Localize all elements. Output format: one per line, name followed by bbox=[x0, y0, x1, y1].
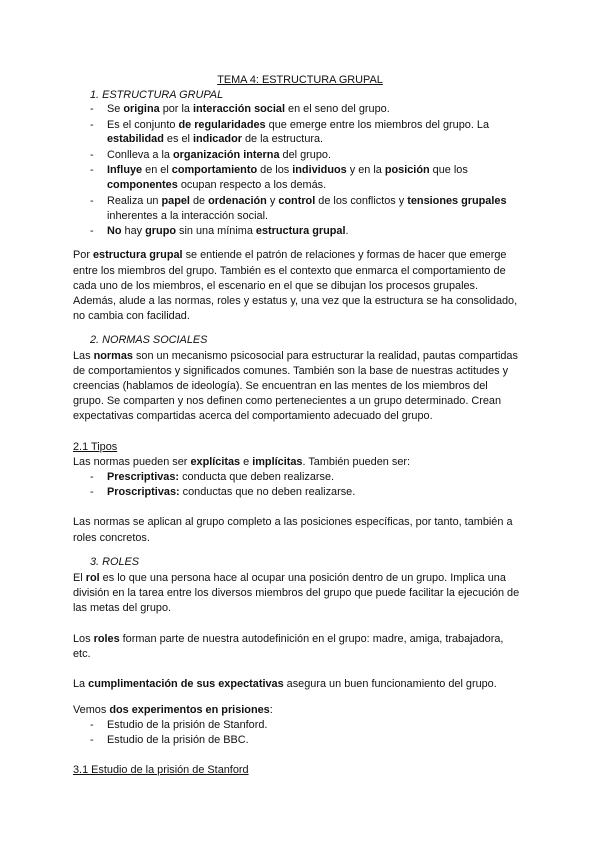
text: del grupo. bbox=[279, 149, 331, 161]
text: conductas que no deben realizarse. bbox=[179, 486, 356, 498]
bold-text: organización interna bbox=[173, 149, 280, 161]
bold-text: Influye bbox=[107, 164, 143, 176]
text: inherentes a la interacción social. bbox=[107, 210, 269, 222]
bullet-dash: - bbox=[90, 734, 94, 746]
text: sin una mínima bbox=[176, 225, 256, 237]
bold-text: normas bbox=[93, 350, 133, 362]
text: división en la tarea entre los diversos miembros del grupo que puede facilitar la ejecución de bbox=[73, 587, 520, 599]
paragraph-line bbox=[73, 531, 600, 546]
text: y en la bbox=[346, 164, 385, 176]
paragraph-line bbox=[73, 309, 600, 324]
bullet-text bbox=[107, 163, 468, 178]
bold-text: Prescriptivas: bbox=[107, 471, 180, 483]
text: Realiza un bbox=[107, 195, 162, 207]
text: de comportamientos y significados comunes. También son la base de nuestras actitudes y bbox=[73, 365, 509, 377]
text: Es el conjunto bbox=[107, 119, 179, 131]
bullet-text bbox=[107, 148, 331, 163]
bold-text: comportamiento bbox=[171, 164, 258, 176]
text: no cambia con facilidad. bbox=[73, 310, 190, 322]
text: Por bbox=[73, 249, 93, 261]
text: grupo. Se comparten y nos definen como pertenecientes a un grupo determinado. Crean bbox=[73, 395, 502, 407]
text: de la estructura. bbox=[241, 133, 324, 145]
text: asegura un buen funcionamiento del grupo. bbox=[283, 678, 497, 690]
text: Además, alude a las normas, roles y estatus y, una vez que la estructura se ha consolidado, bbox=[73, 295, 518, 307]
text: hay bbox=[121, 225, 146, 237]
bold-text: individuos bbox=[292, 164, 347, 176]
bold-text: roles bbox=[93, 633, 120, 645]
bold-text: Proscriptivas: bbox=[107, 486, 180, 498]
bullet-dash: - bbox=[90, 719, 94, 731]
text: de los conflictos y bbox=[315, 195, 408, 207]
section-heading: 2. NORMAS SOCIALES bbox=[90, 334, 208, 346]
bold-text: No bbox=[107, 225, 122, 237]
text: El bbox=[73, 572, 86, 584]
bullet-text bbox=[107, 178, 326, 193]
bold-text: de regularidades bbox=[178, 119, 266, 131]
section-heading: 3. ROLES bbox=[90, 556, 140, 568]
text: Conlleva a la bbox=[107, 149, 173, 161]
bold-text: estructura grupal bbox=[255, 225, 346, 237]
paragraph-line bbox=[73, 647, 600, 662]
paragraph-line bbox=[73, 264, 600, 279]
text: : bbox=[269, 704, 273, 716]
text: y bbox=[266, 195, 279, 207]
bold-text: grupo bbox=[145, 225, 177, 237]
bullet-dash: - bbox=[90, 471, 94, 483]
bold-text: ordenación bbox=[208, 195, 267, 207]
text: ocupan respecto a los demás. bbox=[177, 179, 327, 191]
text: etc. bbox=[73, 648, 91, 660]
text: cada uno de los miembros, el escenario en el que se dibujan los procesos grupales. bbox=[73, 280, 479, 292]
bold-text: estabilidad bbox=[107, 133, 164, 145]
bold-text: indicador bbox=[192, 133, 242, 145]
text: que los bbox=[429, 164, 468, 176]
subsection-heading: 3.1 Estudio de la prisión de Stanford bbox=[73, 764, 249, 776]
bold-text: cumplimentación de sus expectativas bbox=[88, 678, 284, 690]
paragraph-line bbox=[73, 515, 600, 530]
paragraph-line bbox=[73, 409, 600, 424]
bold-text: implícitas bbox=[252, 456, 303, 468]
text: Estudio de la prisión de BBC. bbox=[107, 734, 249, 746]
text: en el bbox=[142, 164, 172, 176]
bold-text: papel bbox=[161, 195, 190, 207]
text: las metas del grupo. bbox=[73, 602, 172, 614]
paragraph-line bbox=[73, 703, 600, 718]
paragraph-line bbox=[73, 294, 600, 309]
bold-text: explícitas bbox=[190, 456, 241, 468]
text: Se bbox=[107, 103, 124, 115]
text: Las normas pueden ser bbox=[73, 456, 191, 468]
bold-text: interacción social bbox=[192, 103, 285, 115]
text: creencias (hablamos de ideología). Se encuentran en las mentes de los miembros del bbox=[73, 380, 488, 392]
bold-text: tensiones grupales bbox=[407, 195, 507, 207]
bold-text: origina bbox=[123, 103, 160, 115]
text: que emerge entre los miembros del grupo. La bbox=[265, 119, 490, 131]
bullet-dash: - bbox=[90, 225, 94, 237]
bullet-dash: - bbox=[90, 149, 94, 161]
text: . bbox=[345, 225, 349, 237]
text: La bbox=[73, 678, 89, 690]
text: expectativas compartidas acerca del comportamiento adecuado del grupo. bbox=[73, 410, 433, 422]
text: conducta que deben realizarse. bbox=[179, 471, 335, 483]
subsection-heading: 2.1 Tipos bbox=[73, 441, 118, 453]
bullet-text bbox=[107, 209, 268, 224]
bullet-text bbox=[107, 194, 507, 209]
text: Las bbox=[73, 350, 94, 362]
text: por la bbox=[159, 103, 193, 115]
text: de los bbox=[257, 164, 293, 176]
bold-text: control bbox=[278, 195, 316, 207]
bullet-text bbox=[107, 733, 249, 748]
paragraph-line bbox=[73, 632, 600, 647]
paragraph-line bbox=[73, 349, 600, 364]
bold-text: dos experimentos en prisiones bbox=[109, 704, 270, 716]
bold-text: posición bbox=[384, 164, 430, 176]
text: es lo que una persona hace al ocupar una posición dentro de un grupo. Implica una bbox=[99, 572, 506, 584]
paragraph-line bbox=[73, 586, 600, 601]
text: son un mecanismo psicosocial para estructurar la realidad, pautas compartidas bbox=[132, 350, 518, 362]
bullet-text bbox=[107, 470, 334, 485]
text: Los bbox=[73, 633, 94, 645]
text: Estudio de la prisión de Stanford. bbox=[107, 719, 268, 731]
text: roles concretos. bbox=[73, 532, 150, 544]
paragraph-line bbox=[73, 364, 600, 379]
bullet-text bbox=[107, 718, 267, 733]
bullet-dash: - bbox=[90, 119, 94, 131]
text: Las normas se aplican al grupo completo a las posiciones específicas, por tanto, también a bbox=[73, 516, 513, 528]
paragraph-line bbox=[73, 571, 600, 586]
text: de bbox=[189, 195, 209, 207]
bullet-dash: - bbox=[90, 164, 94, 176]
text: Vemos bbox=[73, 704, 110, 716]
bullet-dash: - bbox=[90, 103, 94, 115]
bold-text: estructura grupal bbox=[92, 249, 183, 261]
text: e bbox=[240, 456, 253, 468]
text: forman parte de nuestra autodefinición en el grupo: madre, amiga, trabajadora, bbox=[119, 633, 504, 645]
bold-text: rol bbox=[85, 572, 100, 584]
page-title: TEMA 4: ESTRUCTURA GRUPAL bbox=[217, 74, 383, 86]
paragraph-line bbox=[73, 379, 600, 394]
bullet-text bbox=[107, 118, 489, 133]
text: se entiende el patrón de relaciones y formas de hacer que emerge bbox=[182, 249, 507, 261]
paragraph-line bbox=[73, 677, 600, 692]
section-heading: 1. ESTRUCTURA GRUPAL bbox=[90, 89, 224, 101]
paragraph-line bbox=[73, 394, 600, 409]
paragraph-line bbox=[73, 248, 600, 263]
bold-text: componentes bbox=[107, 179, 178, 191]
paragraph-line bbox=[73, 279, 600, 294]
paragraph-line bbox=[73, 455, 600, 470]
bullet-text bbox=[107, 102, 390, 117]
bullet-dash: - bbox=[90, 486, 94, 498]
bullet-text bbox=[107, 132, 323, 147]
paragraph-line bbox=[73, 601, 600, 616]
bullet-dash: - bbox=[90, 195, 94, 207]
text: es el bbox=[163, 133, 193, 145]
text: en el seno del grupo. bbox=[284, 103, 390, 115]
bullet-text bbox=[107, 224, 349, 239]
text: . También pueden ser: bbox=[302, 456, 411, 468]
text: entre los miembros del grupo. También es el contexto que enmarca el comportamiento de bbox=[73, 265, 506, 277]
bullet-text bbox=[107, 485, 355, 500]
